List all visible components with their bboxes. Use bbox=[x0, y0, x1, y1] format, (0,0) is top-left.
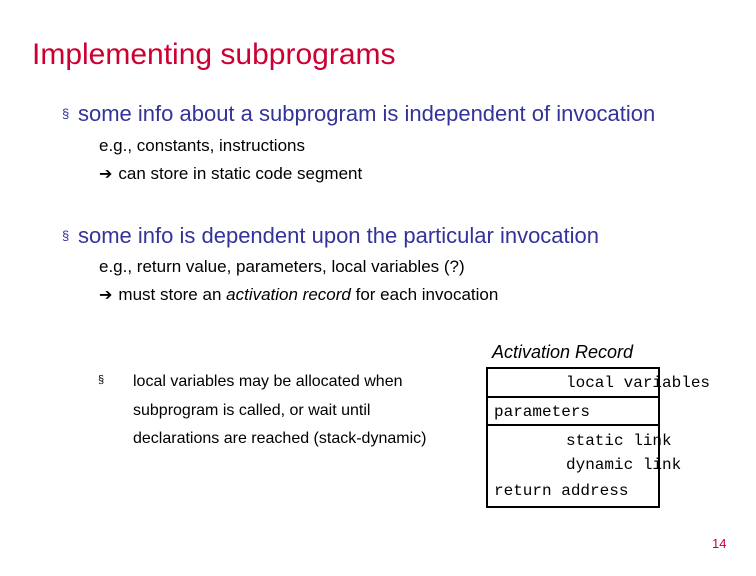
note-bullet-mark: § bbox=[98, 374, 105, 386]
bullet-1 bbox=[62, 101, 655, 127]
arrow-icon: ➔ bbox=[99, 287, 113, 304]
bullet-mark: § bbox=[62, 228, 70, 243]
record-entry: static link bbox=[566, 432, 672, 450]
emphasis-activation-record: activation record bbox=[226, 285, 351, 304]
note-line-1: local variables may be allocated when bbox=[133, 373, 403, 390]
record-entry: dynamic link bbox=[566, 456, 682, 474]
page-number: 14 bbox=[712, 536, 727, 551]
note-line-2: subprogram is called, or wait until bbox=[133, 401, 371, 419]
slide-title: Implementing subprograms bbox=[32, 38, 396, 71]
record-entry: local variables bbox=[566, 374, 711, 392]
note-line-3: declarations are reached (stack-dynamic) bbox=[133, 430, 427, 447]
activation-record-box bbox=[486, 367, 711, 508]
note-text bbox=[133, 368, 426, 454]
bullet-1-text: some info about a subprogram is independent of invocation bbox=[78, 101, 656, 126]
record-entry: parameters bbox=[494, 403, 591, 421]
bullet-mark: § bbox=[62, 106, 70, 121]
record-entry: return address bbox=[494, 482, 629, 500]
bullet-2-line-1: e.g., return value, parameters, local variables (?) bbox=[99, 257, 465, 276]
bullet-2 bbox=[62, 223, 599, 249]
bullet-2-line-2: ➔ must store an activation record for each invocation bbox=[99, 285, 499, 304]
bullet-2-text: some info is dependent upon the particular invocation bbox=[78, 223, 600, 248]
bullet-2-details bbox=[99, 253, 498, 310]
activation-record-title: Activation Record bbox=[492, 342, 634, 362]
bullet-1-line-2: ➔ can store in static code segment bbox=[99, 164, 363, 183]
arrow-icon: ➔ bbox=[99, 166, 113, 183]
bullet-1-line-1: e.g., constants, instructions bbox=[99, 136, 305, 155]
bullet-1-details bbox=[99, 132, 362, 189]
